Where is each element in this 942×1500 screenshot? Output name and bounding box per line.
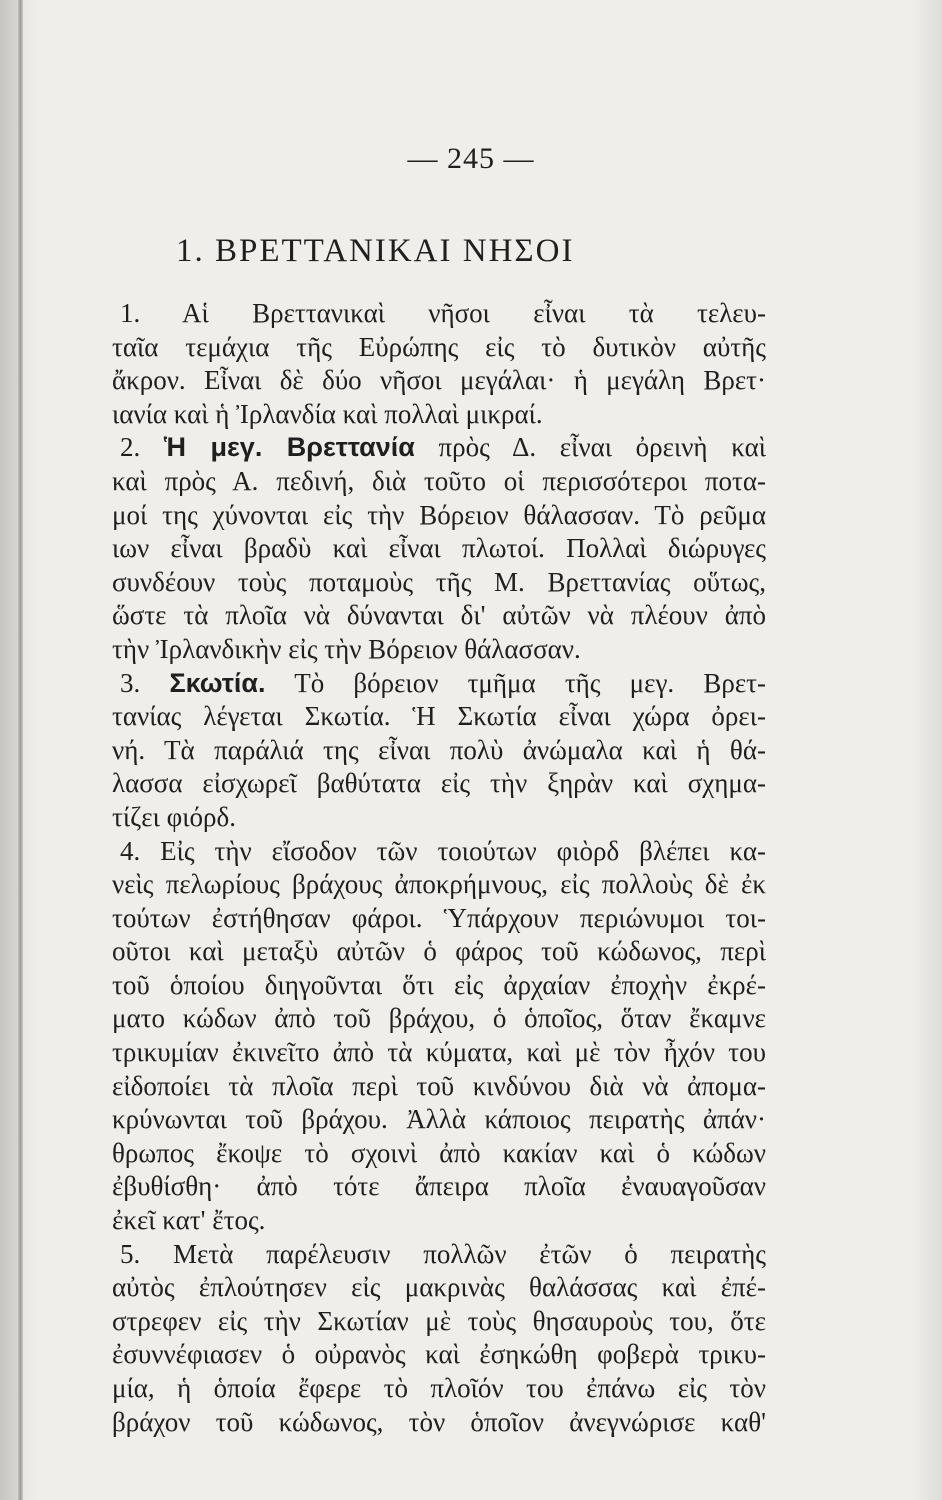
text-line: ἐκεῖ κατ' ἔτος. xyxy=(112,1205,266,1236)
text-line: λασσα εἰσχωρεῖ βαθύτατα εἰς τὴν ξηρὰν καὶ σχημα- xyxy=(112,768,766,799)
text-line: οῦτοι καὶ μεταξὺ αὐτῶν ὁ φάρος τοῦ κώδωνος, περὶ xyxy=(112,936,766,967)
text-line: ὥστε τὰ πλοῖα νὰ δύνανται δι' αὐτῶν νὰ πλέουν ἀπὸ xyxy=(112,600,766,631)
text-line: συνδέουν τοὺς ποταμοὺς τῆς Μ. Βρεττανίας οὕτως, xyxy=(112,566,766,597)
section-heading: Ἡ μεγ. Βρεττανία xyxy=(163,432,415,463)
text-line: ματο κώδων ἀπὸ τοῦ βράχου, ὁ ὁποῖος, ὅταν ἔκαμνε xyxy=(112,1003,766,1034)
text-line: τούτων ἐστήθησαν φάροι. Ὑπάρχουν περιώνυμοι τοι- xyxy=(112,902,766,933)
text-line: στρεφεν εἰς τὴν Σκωτίαν μὲ τοὺς θησαυροὺς του, ὅτε xyxy=(112,1305,766,1336)
text-line-rest: Τὸ βόρειον τμῆμα τῆς μεγ. Βρετ- xyxy=(265,667,766,698)
text-line: νεὶς πελωρίους βράχους ἀποκρήμνους, εἰς πολλοὺς δὲ ἐκ xyxy=(112,869,766,900)
text-line: τανίας λέγεται Σκωτία. Ἡ Σκωτία εἶναι χώρα ὀρει- xyxy=(112,701,766,732)
text-line: βράχον τοῦ κώδωνος, τὸν ὁποῖον ἀνεγνώρισε καθ' xyxy=(112,1406,766,1437)
text-line: ἄκρον. Εἶναι δὲ δύο νῆσοι μεγάλαι· ἡ μεγάλη Βρετ· xyxy=(112,365,766,396)
section-heading: Σκωτία. xyxy=(169,667,266,698)
text-line: ιανία καὶ ἡ Ἰρλανδία καὶ πολλαὶ μικραί. xyxy=(112,398,543,429)
text-line: 4. Εἰς τὴν εἴσοδον τῶν τοιούτων φιὸρδ βλέπει κα- xyxy=(120,835,766,866)
text-line xyxy=(112,667,766,701)
text-line: ταῖα τεμάχια τῆς Εὐρώπης εἰς τὸ δυτικὸν αὐτῆς xyxy=(112,331,766,362)
text-line: νή. Τὰ παράλιά της εἶναι πολὺ ἀνώμαλα καὶ ἡ θά- xyxy=(112,734,766,765)
body-text xyxy=(112,297,766,1439)
text-line: τὴν Ἰρλανδικὴν εἰς τὴν Βόρειον θάλασσαν. xyxy=(112,633,581,664)
page-edge-shadow xyxy=(912,0,942,1500)
text-line: μοί της χύνονται εἰς τὴν Βόρειον θάλασσαν. Τὸ ρεῦμα xyxy=(112,499,766,530)
text-line: 5. Μετὰ παρέλευσιν πολλῶν ἐτῶν ὁ πειρατὴς xyxy=(120,1238,766,1269)
text-line-rest: πρὸς Δ. εἶναι ὀρεινὴ καὶ xyxy=(414,432,766,463)
text-line: ἐβυθίσθη· ἀπὸ τότε ἄπειρα πλοῖα ἐναυαγοῦσαν xyxy=(112,1171,766,1202)
text-line: καὶ πρὸς Α. πεδινή, διὰ τοῦτο οἱ περισσότεροι ποτα- xyxy=(112,465,766,496)
text-line-prefix: 2. xyxy=(120,432,164,463)
text-line: ἐσυννέφιασεν ὁ οὐρανὸς καὶ ἐσηκώθη φοβερὰ τρικυ- xyxy=(112,1339,766,1370)
text-line: τοῦ ὁποίου διηγοῦνται ὅτι εἰς ἀρχαίαν ἐποχὴν ἐκρέ- xyxy=(112,969,766,1000)
text-line-prefix: 3. xyxy=(120,667,170,698)
page-number: — 245 — xyxy=(407,142,535,175)
text-line: θρωπος ἔκοψε τὸ σχοινὶ ἀπὸ κακίαν καὶ ὁ κώδων xyxy=(112,1137,766,1168)
text-line: κρύνωνται τοῦ βράχου. Ἀλλὰ κάποιος πειρατὴς ἀπάν· xyxy=(112,1104,766,1135)
text-line: τρικυμίαν ἐκινεῖτο ἀπὸ τὰ κύματα, καὶ μὲ τὸν ἦχόν του xyxy=(112,1037,766,1068)
text-line: ιων εἶναι βραδὺ καὶ εἶναι πλωτοί. Πολλαὶ διώρυγες xyxy=(112,533,766,564)
text-line xyxy=(112,431,766,465)
text-line: αὐτὸς ἐπλούτησεν εἰς μακρινὰς θαλάσσας καὶ ἐπέ- xyxy=(112,1272,766,1303)
text-line: μία, ἡ ὁποία ἔφερε τὸ πλοῖόν του ἐπάνω εἰς τὸν xyxy=(112,1373,766,1403)
text-line: εἰδοποίει τὰ πλοῖα περὶ τοῦ κινδύνου διὰ νὰ ἀπομα- xyxy=(112,1070,766,1101)
text-line: τίζει φιόρδ. xyxy=(112,801,236,832)
text-line: 1. Αἱ Βρεττανικαὶ νῆσοι εἶναι τὰ τελευ- xyxy=(120,298,766,328)
page-spine-shadow xyxy=(18,0,23,1500)
page-spine-edge xyxy=(0,0,18,1500)
chapter-title: 1. ΒΡΕΤΤΑΝΙΚΑΙ ΝΗΣΟΙ xyxy=(176,233,575,269)
